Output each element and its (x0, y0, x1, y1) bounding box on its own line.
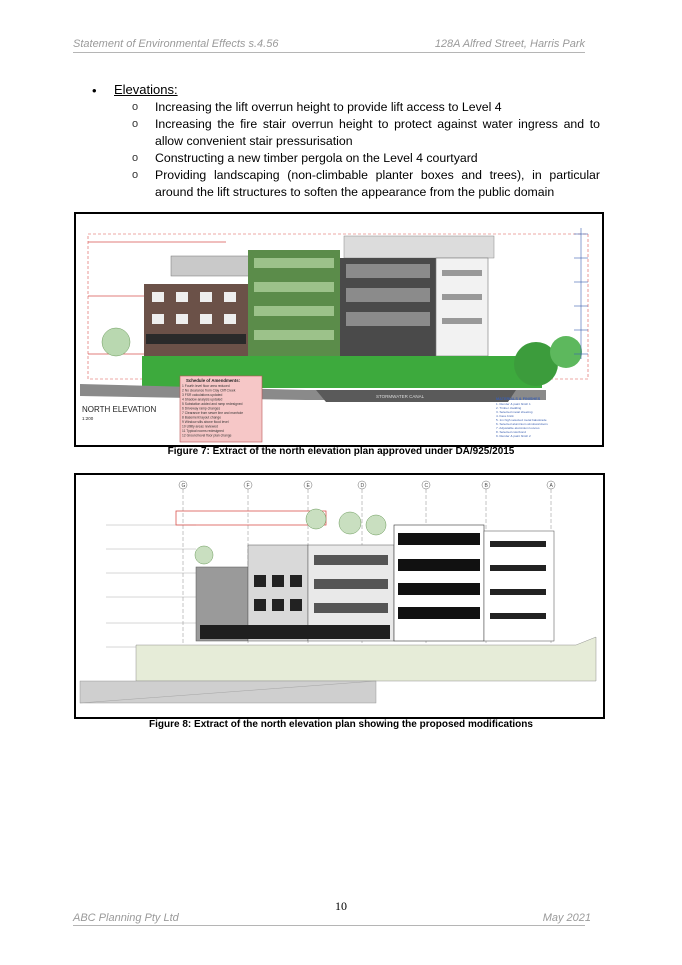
grid-label: D (360, 483, 365, 489)
schedule-item: 1 Fourth level floor area reduced (182, 384, 230, 388)
window-band (346, 264, 430, 278)
window-band (442, 270, 482, 276)
header-document-title: Statement of Environmental Effects s.4.56 (73, 38, 279, 50)
schedule-title: Schedule of Amendments: (186, 378, 241, 383)
tree (306, 509, 326, 529)
window (224, 292, 236, 302)
materials-item: 1. Render & paint finish 1 (496, 402, 531, 406)
window (224, 314, 236, 324)
window (254, 575, 266, 587)
grid-label: F (246, 483, 250, 489)
materials-item: 3. Selected metal sheeting (496, 410, 533, 414)
window-band (490, 565, 546, 571)
schedule-item: 12 Ground level floor plan change (182, 433, 232, 438)
tree (339, 512, 361, 534)
footer-rule (73, 925, 585, 926)
window (152, 292, 164, 302)
white-block (484, 531, 554, 641)
sub-bullet-marker: o (132, 101, 139, 113)
window-band (490, 541, 546, 547)
tree (366, 515, 386, 535)
list-item: Increasing the fire stair overrun height to protect against water ingress and to allow convenient stair pressurisation (155, 117, 600, 148)
balcony-band (314, 603, 388, 613)
grid-label: E (306, 483, 310, 489)
window (272, 575, 284, 587)
window (200, 292, 212, 302)
window (290, 599, 302, 611)
window-band (442, 318, 482, 324)
tree (550, 336, 582, 368)
section-heading: Elevations: (114, 82, 178, 97)
figure-approved-north-elevation (74, 212, 604, 447)
window (272, 599, 284, 611)
sub-bullet-marker: o (132, 169, 139, 181)
grid-label: C (424, 483, 429, 489)
elevation-title: NORTH ELEVATION (82, 405, 157, 414)
pergola-outline (176, 511, 326, 525)
landscape-ground (136, 637, 596, 681)
footer-date: May 2021 (542, 912, 591, 924)
balcony (254, 330, 334, 340)
grid-label: A (549, 483, 553, 489)
lift-overrun (344, 236, 494, 258)
tree (102, 328, 130, 356)
materials-item: 9. Render & paint finish 2 (496, 434, 531, 438)
balcony (254, 258, 334, 268)
schedule-item: 10 Utility areas reviewed (182, 424, 218, 429)
window (176, 292, 188, 302)
balcony (254, 306, 334, 316)
window-band (490, 613, 546, 619)
approved-elevation-drawing (76, 214, 602, 445)
figure-7-caption: Figure 7: Extract of the north elevation plan approved under DA/925/2015 (167, 446, 515, 457)
materials-item: 4. Face brick (496, 414, 514, 418)
header-rule (73, 52, 585, 53)
schedule-item: 3 FSR calculations updated (182, 393, 223, 397)
schedule-item: 7 Clearance from sewer line and manhole (182, 411, 244, 415)
window-band (442, 294, 482, 300)
roof-plant (171, 256, 251, 276)
window-band (398, 583, 480, 595)
balcony-band (314, 579, 388, 589)
ground-glazing (146, 334, 246, 344)
window (152, 314, 164, 324)
grid-label: G (181, 483, 186, 489)
proposed-elevation-drawing (76, 475, 603, 717)
balcony-band (314, 555, 388, 565)
window-band (346, 288, 430, 302)
schedule-item: 8 Basement layout change (182, 415, 222, 420)
window-band (398, 533, 480, 545)
materials-item: 8. Selected colorbond (496, 430, 526, 434)
elevation-scale: 1:200 (82, 416, 94, 421)
schedule-item: 9 Window sills above flood level (182, 420, 229, 424)
window (254, 599, 266, 611)
schedule-item: 6 Driveway ramp changes (182, 406, 221, 411)
schedule-item: 11 Typical rooms redesigned (182, 429, 224, 433)
header-site-address: 128A Alfred Street, Harris Park (434, 38, 585, 50)
grid-bubbles (179, 481, 555, 489)
figure-proposed-north-elevation (74, 473, 605, 719)
window-band (490, 589, 546, 595)
list-item: Increasing the lift overrun height to provide lift access to Level 4 (155, 100, 502, 114)
materials-item: 5. 1m high selected metal balustrade (496, 418, 547, 422)
materials-item: 6. Selected aluminium windows/doors (496, 422, 548, 426)
footer-company: ABC Planning Pty Ltd (73, 912, 179, 924)
list-item: Providing landscaping (non-climbable planter boxes and trees), in particular around the lift structures to soften the appearance from the public domain (155, 168, 600, 199)
window (176, 314, 188, 324)
window (200, 314, 212, 324)
materials-title: MATERIALS & FINISHES (496, 397, 541, 401)
page-number: 10 (335, 899, 347, 913)
balcony (254, 282, 334, 292)
sub-bullet-marker: o (132, 152, 139, 164)
schedule-item: 4 Shadow analysis updated (182, 397, 223, 402)
bullet-marker: • (92, 83, 97, 98)
schedule-item: 5 Substation added and ramp redesigned (182, 402, 243, 406)
sub-bullet-marker: o (132, 118, 139, 130)
window-band (398, 559, 480, 571)
canal-label: STORMWATER CANAL (376, 394, 425, 399)
tree (195, 546, 213, 564)
window-band (346, 312, 430, 326)
grid-label: B (484, 483, 488, 489)
ground-glazing (200, 625, 390, 639)
list-item: Constructing a new timber pergola on the Level 4 courtyard (155, 151, 478, 165)
window (290, 575, 302, 587)
materials-item: 2. Timber cladding (496, 406, 522, 410)
schedule-item: 2 No clearance from Clay Cliff Creek (182, 388, 236, 393)
window-band (398, 607, 480, 619)
figure-8-caption: Figure 8: Extract of the north elevation plan showing the proposed modifications (149, 719, 533, 730)
materials-item: 7. Adjustable aluminium louvres (496, 426, 540, 430)
